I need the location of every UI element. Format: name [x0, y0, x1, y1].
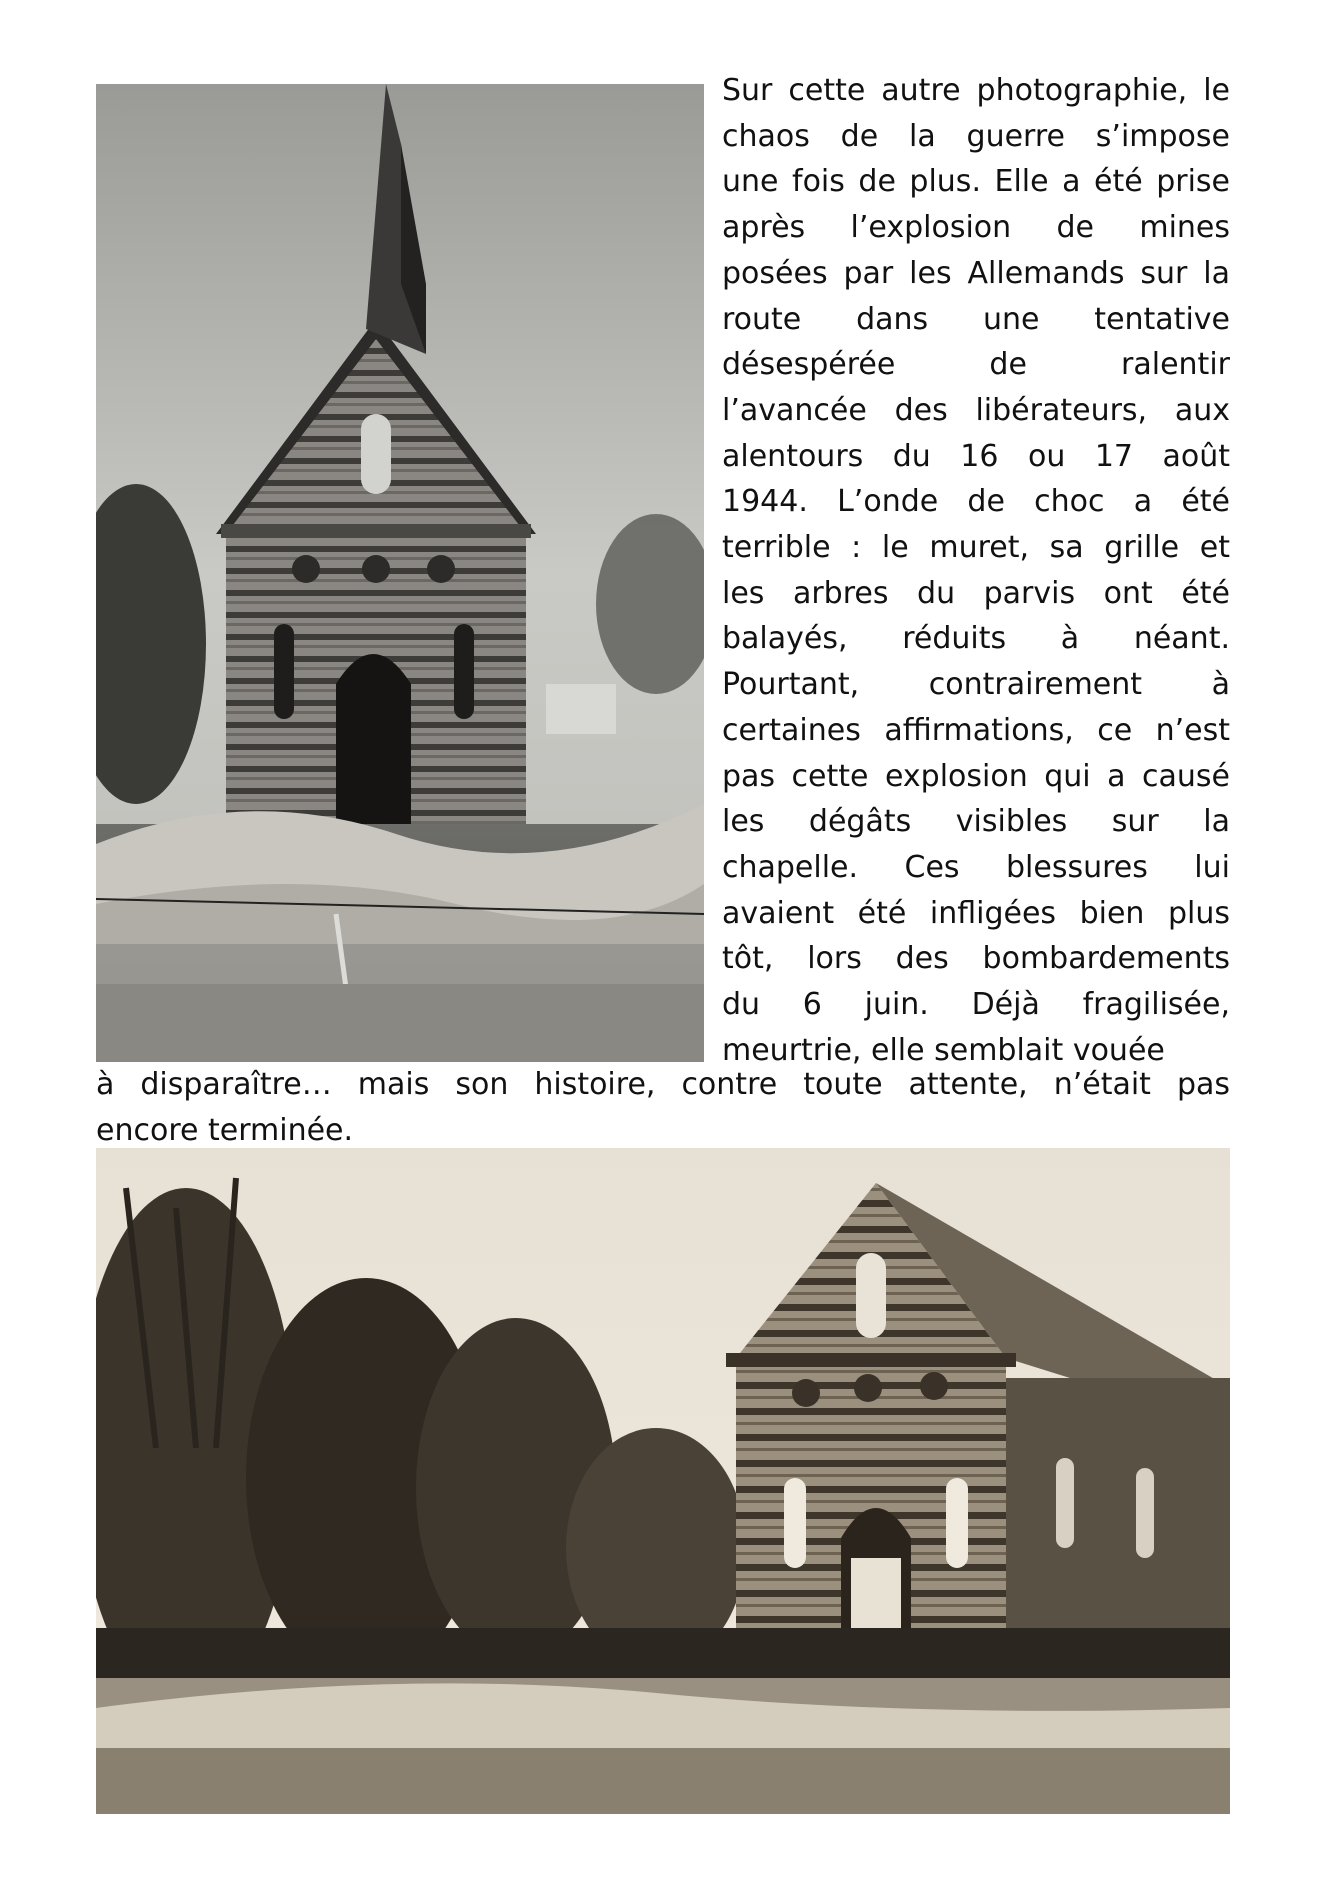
text-line: à disparaître… mais son histoire, contre toute attente, n’était pas [96, 1067, 1230, 1102]
chapel-intact-image [96, 1148, 1230, 1814]
text-line: posées par les Allemands sur la [722, 255, 1230, 291]
text-line: chaos de la guerre s’impose [722, 118, 1230, 154]
text-line: désespérée de ralentir [722, 347, 1230, 383]
text-line: les arbres du parvis ont été [722, 575, 1230, 611]
text-line: chapelle. Ces blessures lui [722, 849, 1230, 885]
chapel-damaged-image [96, 84, 704, 1062]
article-wide-text [96, 1062, 1230, 1154]
text-line: avaient été infligées bien plus [722, 895, 1230, 931]
text-line: après l’explosion de mines [722, 210, 1230, 246]
text-line: les dégâts visibles sur la [722, 804, 1230, 840]
text-line: terrible : le muret, sa grille et [722, 530, 1230, 566]
text-line: l’avancée des libérateurs, aux [722, 392, 1230, 428]
chapel-damaged-photo [96, 84, 704, 1062]
text-line: Pourtant, contrairement à [722, 667, 1230, 703]
text-line: tôt, lors des bombardements [722, 941, 1230, 977]
article-column-text [722, 68, 1230, 1073]
text-line: 1944. L’onde de choc a été [722, 484, 1230, 520]
chapel-intact-photo [96, 1148, 1230, 1814]
text-line: meurtrie, elle semblait vouée [722, 1032, 1165, 1068]
text-line: certaines affirmations, ce n’est [722, 712, 1230, 748]
text-line: pas cette explosion qui a causé [722, 758, 1230, 794]
text-line: Sur cette autre photographie, le [722, 73, 1230, 108]
text-line: alentours du 16 ou 17 août [722, 438, 1230, 474]
text-line: route dans une tentative [722, 301, 1230, 337]
text-line: balayés, réduits à néant. [722, 621, 1230, 657]
text-line: une fois de plus. Elle a été prise [722, 164, 1230, 200]
text-line: encore terminée. [96, 1113, 354, 1148]
text-line: du 6 juin. Déjà fragilisée, [722, 987, 1230, 1023]
